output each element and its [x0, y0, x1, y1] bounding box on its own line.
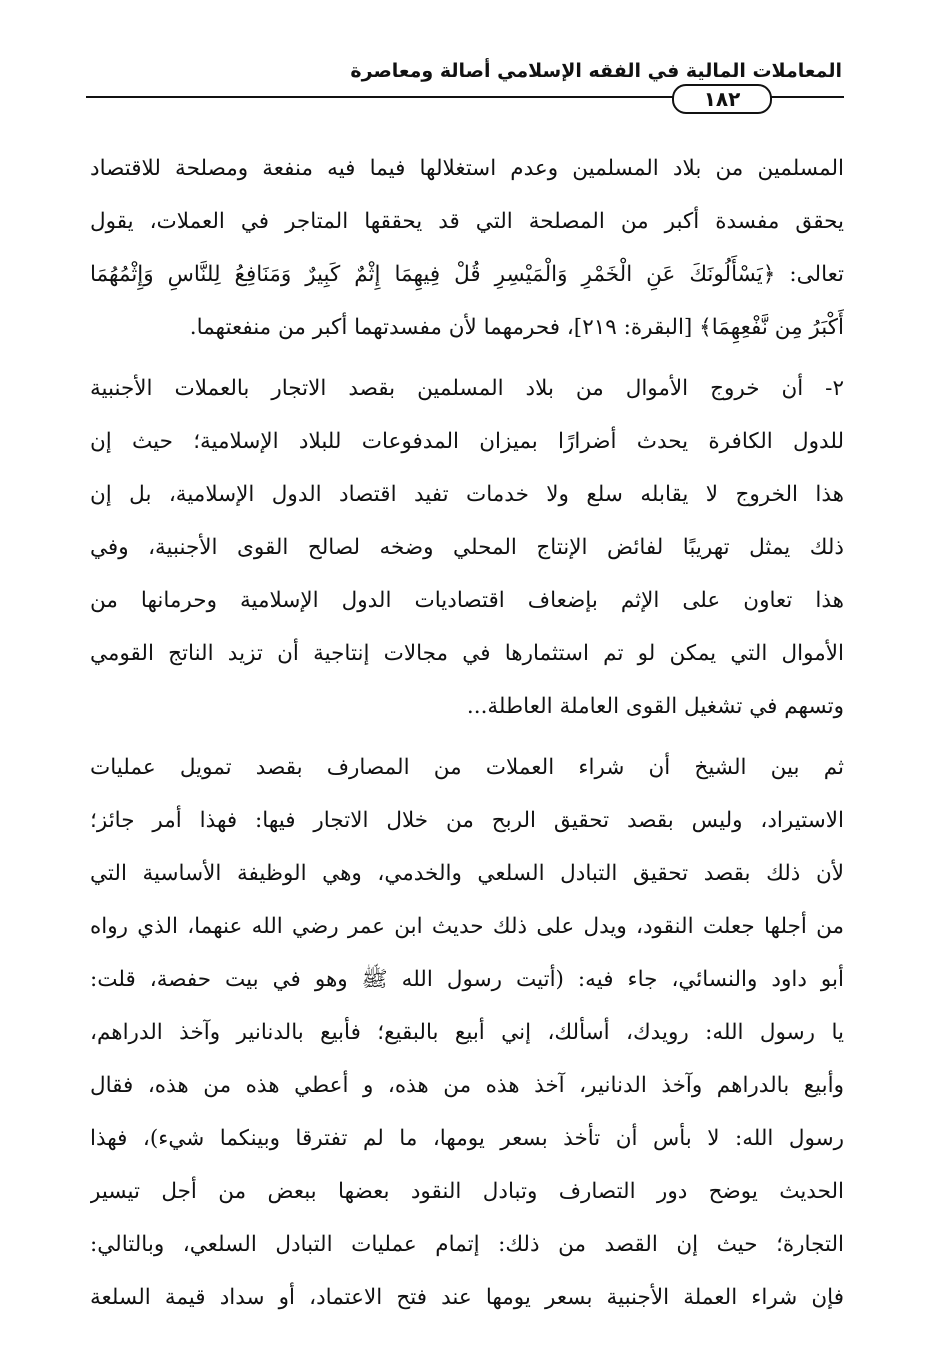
text-line: يحقق مفسدة أكبر من المصلحة التي قد يحققها المتاجر في العملات، يقول	[90, 209, 844, 234]
text-line: هذا الخروج لا يقابله سلع ولا خدمات تفيد اقتصاد الدول الإسلامية، بل إن	[90, 482, 844, 507]
text-line: الحديث يوضح دور التصارف وتبادل النقود بعضها ببعض من أجل تيسير	[90, 1179, 844, 1204]
quran-verse-line: تعالى: ﴿يَسْأَلُونَكَ عَنِ الْخَمْرِ وَالْمَيْسِرِ قُلْ فِيهِمَا إِثْمٌ كَبِيرٌ وَمَنَافِعُ لِلنَّاسِ وَإِثْمُهُمَا	[90, 262, 844, 287]
text-line: من أجلها جعلت النقود، ويدل على ذلك حديث ابن عمر رضي الله عنهما، الذي رواه	[90, 914, 844, 939]
text-line: التجارة؛ حيث إن القصد من ذلك: إتمام عمليات التبادل السلعي، وبالتالي:	[90, 1232, 844, 1257]
text-line: للدول الكافرة يحدث أضرارًا بميزان المدفوعات للبلاد الإسلامية؛ حيث إن	[90, 429, 844, 454]
page-body	[90, 142, 844, 1324]
text-line: فإن شراء العملة الأجنبية بسعر يومها عند فتح الاعتماد، أو سداد قيمة السلعة	[90, 1285, 844, 1310]
text-line: ثم بين الشيخ أن شراء العملات من المصارف بقصد تمويل عمليات	[90, 755, 844, 780]
text-line: وتسهم في تشغيل القوى العاملة العاطلة...	[466, 694, 844, 719]
hadith-line: رسول الله: لا بأس أن تأخذ بسعر يومها، ما لم تفترقا وبينكما شيء)، فهذا	[90, 1126, 844, 1151]
paragraph-sheikh-opinion	[90, 741, 844, 1324]
text-line: الأموال التي يمكن لو تم استثمارها في مجالات إنتاجية أن تزيد الناتج القومي	[90, 641, 844, 666]
hadith-line: أبو داود والنسائي، جاء فيه: (أتيت رسول الله ﷺ وهو في بيت حفصة، قلت:	[90, 967, 844, 992]
running-header: المعاملات المالية في الفقه الإسلامي أصالة ومعاصرة	[350, 60, 842, 82]
text-line: ٢- أن خروج الأموال من بلاد المسلمين بقصد الاتجار بالعملات الأجنبية	[90, 376, 844, 401]
page-number-badge: ١٨٢	[672, 84, 772, 114]
hadith-line: وأبيع بالدراهم وآخذ الدنانير، آخذ هذه من هذه، و أعطي هذه من هذه، فقال	[90, 1073, 844, 1098]
paragraph-gap	[90, 733, 844, 741]
text-line: هذا تعاون على الإثم بإضعاف اقتصاديات الدول الإسلامية وحرمانها من	[90, 588, 844, 613]
quran-verse-line: أَكْبَرُ مِن نَّفْعِهِمَا﴾ [البقرة: ٢١٩]، فحرمهما لأن مفسدتهما أكبر من منفعتهما.	[189, 315, 844, 340]
text-line: الاستيراد، وليس بقصد تحقيق الربح من خلال الاتجار فيها: فهذا أمر جائز؛	[90, 808, 844, 833]
paragraph-continuation	[90, 142, 844, 354]
paragraph-point-2	[90, 362, 844, 733]
hadith-line: يا رسول الله: رويدك، أسألك، إني أبيع بالبقيع؛ فأبيع بالدنانير وآخذ الدراهم،	[90, 1020, 844, 1045]
paragraph-gap	[90, 354, 844, 362]
text-line: المسلمين من بلاد المسلمين وعدم استغلالها فيما فيه منفعة ومصلحة للاقتصاد	[90, 156, 844, 181]
text-line: لأن ذلك بقصد تحقيق التبادل السلعي والخدمي، وهي الوظيفة الأساسية التي	[90, 861, 844, 886]
text-line: ذلك يمثل تهريبًا لفائض الإنتاج المحلي وضخه لصالح القوى الأجنبية، وفي	[90, 535, 844, 560]
